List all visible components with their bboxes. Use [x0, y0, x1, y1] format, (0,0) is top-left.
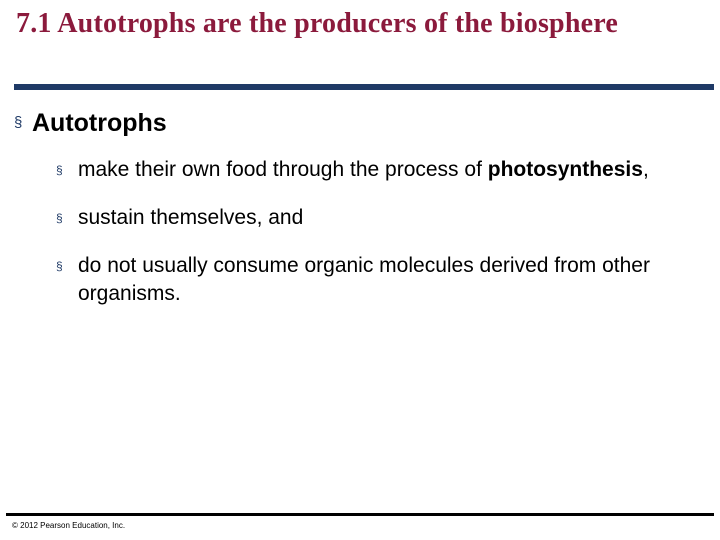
subpoint-item	[56, 156, 696, 184]
copyright-notice: © 2012 Pearson Education, Inc.	[12, 521, 126, 530]
subpoint-text-after: ,	[642, 158, 649, 181]
subpoint-marker-icon: §	[56, 211, 63, 225]
subpoint-emphasis: photosynthesis	[487, 158, 643, 181]
subpoint-item	[56, 204, 696, 232]
bullet-marker-icon: §	[14, 114, 23, 131]
footer-divider	[6, 513, 714, 516]
subpoint-list	[56, 156, 696, 328]
subpoint-marker-icon: §	[56, 163, 63, 177]
subpoint-text	[78, 252, 696, 308]
subpoint-text-before: do not usually consume organic molecules derived from other organisms.	[78, 254, 650, 305]
subpoint-text-before: sustain themselves, and	[78, 206, 304, 229]
subpoint-text-before: make their own food through the process of	[78, 158, 488, 181]
bullet-label: Autotrophs	[32, 109, 167, 137]
slide-title: 7.1 Autotrophs are the producers of the biosphere	[16, 8, 618, 39]
bullet-autotrophs	[14, 108, 167, 138]
title-divider	[14, 84, 714, 90]
subpoint-text	[78, 204, 303, 232]
subpoint-marker-icon: §	[56, 259, 63, 273]
subpoint-text	[78, 156, 649, 184]
subpoint-item	[56, 252, 696, 308]
